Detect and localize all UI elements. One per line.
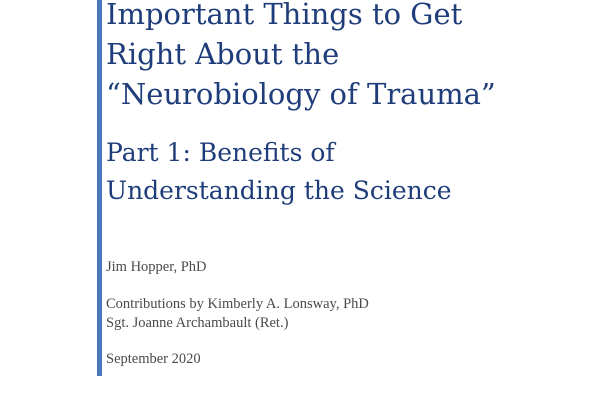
contributor-line: Sgt. Joanne Archambault (Ret.)	[106, 315, 289, 331]
contributors	[106, 295, 369, 333]
title-line: Right About the	[106, 37, 340, 71]
author: Jim Hopper, PhD	[106, 259, 207, 275]
document-title	[106, 0, 496, 114]
contributor-line: Contributions by Kimberly A. Lonsway, PhD	[106, 296, 369, 312]
document-subtitle	[106, 134, 452, 210]
subtitle-line: Part 1: Benefits of	[106, 138, 335, 167]
publication-date: September 2020	[106, 351, 201, 367]
accent-bar	[97, 0, 102, 376]
title-line: “Neurobiology of Trauma”	[106, 77, 496, 111]
title-line: Important Things to Get	[106, 0, 463, 31]
subtitle-line: Understanding the Science	[106, 176, 452, 205]
